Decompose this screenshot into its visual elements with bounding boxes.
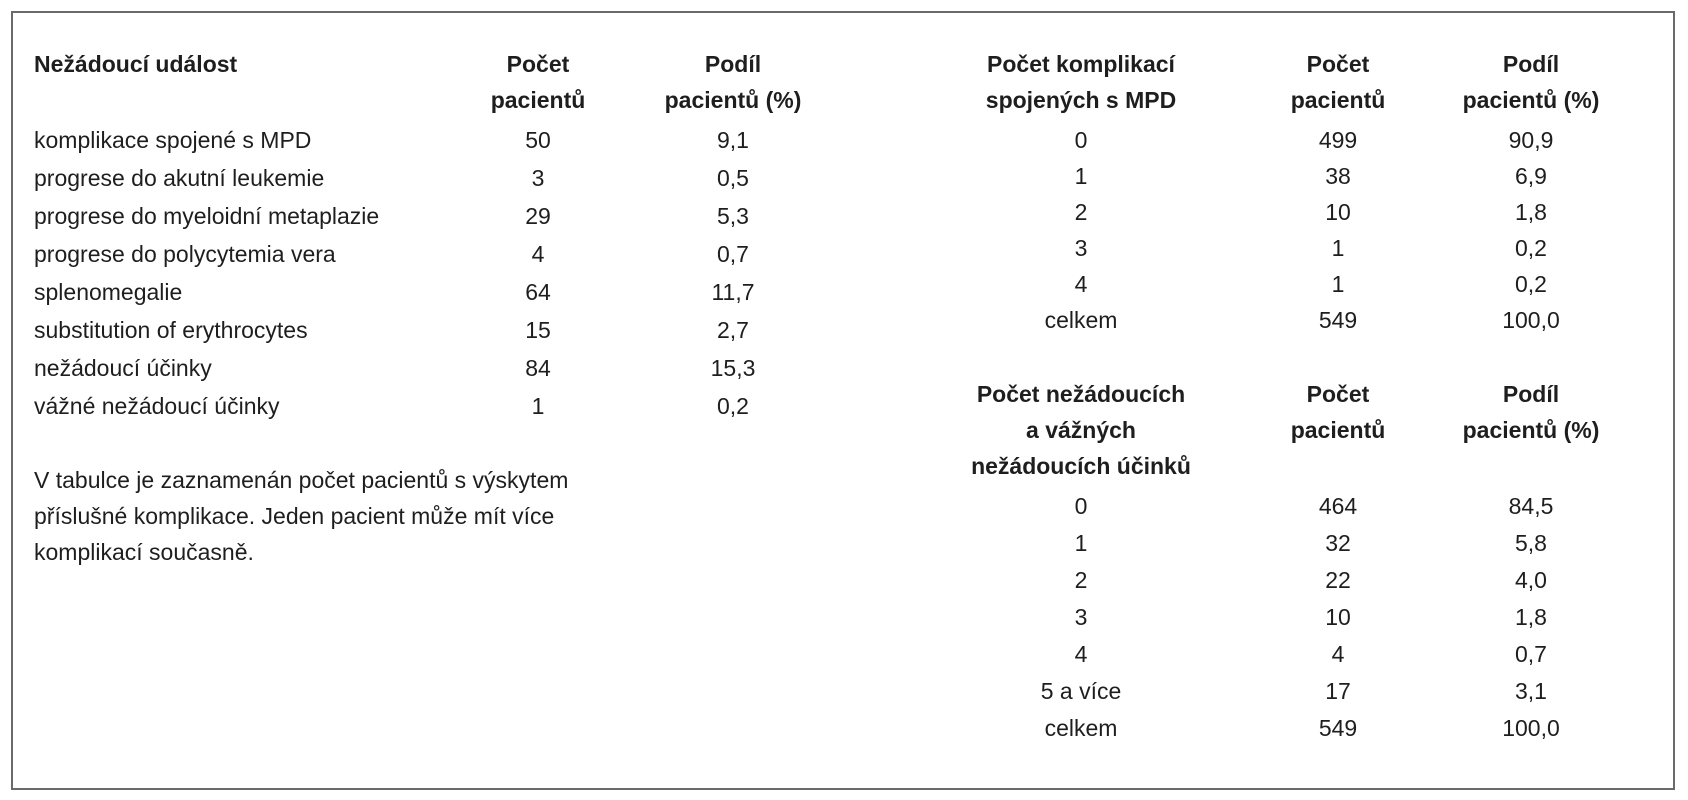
table3-share: 3,1 <box>1515 678 1547 704</box>
table2-n: 1 <box>1074 163 1088 189</box>
table3-n: 1 <box>1074 530 1088 556</box>
table3-header-share-line2: pacientů (%) <box>1462 417 1600 443</box>
table2-n: celkem <box>1044 307 1118 333</box>
note-line: V tabulce je zaznamenán počet pacientů s výskytem <box>34 467 569 493</box>
table-note <box>34 462 568 570</box>
table2-n: 0 <box>1074 127 1088 153</box>
table3-n: 2 <box>1074 567 1088 593</box>
table2-count: 1 <box>1331 235 1345 261</box>
table3-count: 4 <box>1331 641 1345 667</box>
table3-n: 4 <box>1074 641 1088 667</box>
table2-count: 1 <box>1331 271 1345 297</box>
table3-share: 84,5 <box>1508 493 1554 519</box>
table2-count: 499 <box>1318 127 1358 153</box>
table3-count: 464 <box>1318 493 1358 519</box>
note-line: komplikací současně. <box>34 539 254 565</box>
table2-header-share-line2: pacientů (%) <box>1462 87 1600 113</box>
table2-count: 38 <box>1325 163 1351 189</box>
table3-share: 1,8 <box>1515 604 1547 630</box>
table3-header-count-line1: Počet <box>1306 381 1370 407</box>
table1-share: 2,7 <box>717 317 749 343</box>
table1-event: progrese do polycytemia vera <box>34 241 336 267</box>
table1-share: 9,1 <box>717 127 749 153</box>
table1-count: 84 <box>525 355 551 381</box>
table2-share: 6,9 <box>1515 163 1547 189</box>
table3-count: 17 <box>1325 678 1351 704</box>
table3-header-label-line1: Počet nežádoucích <box>976 381 1186 407</box>
table2-header-count-line1: Počet <box>1306 51 1370 77</box>
table1-event: substitution of erythrocytes <box>34 317 308 343</box>
table1-event: nežádoucí účinky <box>34 355 212 381</box>
table1-header-share-line2: pacientů (%) <box>664 87 802 113</box>
table1-share: 5,3 <box>717 203 749 229</box>
table3-share: 0,7 <box>1515 641 1547 667</box>
table2-share: 100,0 <box>1502 307 1560 333</box>
table1-share: 0,2 <box>717 393 749 419</box>
table3-share: 100,0 <box>1502 715 1560 741</box>
table1-count: 4 <box>531 241 545 267</box>
table2-header-label-line1: Počet komplikací <box>987 51 1175 77</box>
table2-share: 1,8 <box>1515 199 1547 225</box>
table1-event: splenomegalie <box>34 279 183 305</box>
table3-header-count-line2: pacientů <box>1290 417 1386 443</box>
table1-header-share-line1: Podíl <box>704 51 762 77</box>
table2-share: 0,2 <box>1515 235 1547 261</box>
table1-header-count-line1: Počet <box>506 51 570 77</box>
table1-count: 64 <box>525 279 551 305</box>
table2-share: 0,2 <box>1515 271 1547 297</box>
table1-event: vážné nežádoucí účinky <box>34 393 280 419</box>
table2-n: 4 <box>1074 271 1088 297</box>
table2-share: 90,9 <box>1508 127 1554 153</box>
table1-header-event: Nežádoucí událost <box>34 51 238 77</box>
table3-header-share-line1: Podíl <box>1502 381 1560 407</box>
table1-count: 1 <box>531 393 545 419</box>
table3-n: 5 a více <box>1040 678 1122 704</box>
table2-n: 2 <box>1074 199 1088 225</box>
table2-header-label-line2: spojených s MPD <box>985 87 1177 113</box>
table3-count: 22 <box>1325 567 1351 593</box>
table2-n: 3 <box>1074 235 1088 261</box>
table1-share: 11,7 <box>711 279 755 305</box>
table1-share: 0,7 <box>717 241 749 267</box>
table3-share: 5,8 <box>1515 530 1547 556</box>
table1-share: 15,3 <box>710 355 756 381</box>
table3-n: celkem <box>1044 715 1118 741</box>
table2-header-share-line1: Podíl <box>1502 51 1560 77</box>
table1-share: 0,5 <box>717 165 749 191</box>
table3-count: 10 <box>1325 604 1351 630</box>
table1-event: progrese do akutní leukemie <box>34 165 325 191</box>
table3-share: 4,0 <box>1515 567 1547 593</box>
table1-count: 15 <box>525 317 551 343</box>
table1-count: 3 <box>531 165 545 191</box>
table2-header-count-line2: pacientů <box>1290 87 1386 113</box>
table3-count: 549 <box>1318 715 1358 741</box>
table3-n: 3 <box>1074 604 1088 630</box>
table3-header-label-line2: a vážných <box>1026 417 1136 443</box>
table1-event: progrese do myeloidní metaplazie <box>34 203 380 229</box>
note-line: příslušné komplikace. Jeden pacient může mít více <box>34 503 555 529</box>
table2-count: 10 <box>1325 199 1351 225</box>
table1-count: 29 <box>525 203 551 229</box>
table2-count: 549 <box>1318 307 1358 333</box>
table1-event: komplikace spojené s MPD <box>34 127 312 153</box>
table3-n: 0 <box>1074 493 1088 519</box>
table3-count: 32 <box>1325 530 1351 556</box>
table1-header-count-line2: pacientů <box>490 87 586 113</box>
table1-count: 50 <box>525 127 551 153</box>
table3-header-label-line3: nežádoucích účinků <box>971 453 1191 479</box>
